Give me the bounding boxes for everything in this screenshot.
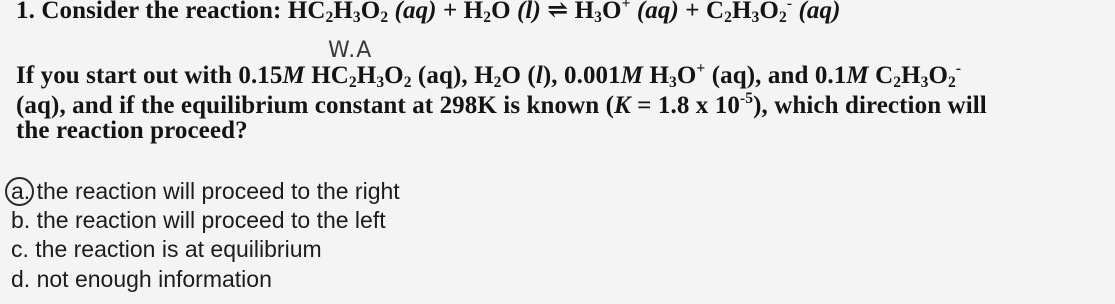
option-c-letter: c. — [11, 236, 29, 262]
question-body-line-2: (aq), and if the equilibrium constant at 298K is known (K = 1.8 x $10^{-5}$), which direction will — [16, 89, 987, 119]
question-body-line-3: the reaction proceed? — [16, 117, 248, 144]
question-body-line-1: If you start out with 0.15M $HC_2H_3O_2$ (aq), $H_2O$ (l), 0.001M $H_3O^+$ (aq), and 0.1M $C_2H_3O_2^-$ — [16, 59, 962, 91]
handwritten-note: W.A — [328, 38, 373, 63]
option-a-letter: a. — [11, 178, 31, 204]
option-c-text: the reaction is at equilibrium — [35, 236, 322, 262]
option-b-text: the reaction will proceed to the left — [36, 207, 386, 233]
option-c[interactable] — [11, 236, 322, 263]
reaction-intro: Consider the reaction: — [41, 0, 282, 24]
option-d[interactable] — [11, 266, 272, 293]
question-number: 1. — [16, 0, 35, 24]
option-d-text: not enough information — [36, 266, 272, 292]
option-a[interactable] — [11, 178, 400, 205]
question-reaction-line — [16, 0, 841, 25]
option-d-letter: d. — [11, 266, 31, 292]
option-b-letter: b. — [11, 207, 31, 233]
reaction-equation: $HC_2H_3O_2$ $(aq) + H_2O$ (l) ⇌ $H_3O^+$ $(aq) + C_2H_3O_2^-$ (aq) — [287, 0, 841, 26]
option-a-text: the reaction will proceed to the right — [36, 178, 400, 204]
option-b[interactable] — [11, 207, 386, 234]
